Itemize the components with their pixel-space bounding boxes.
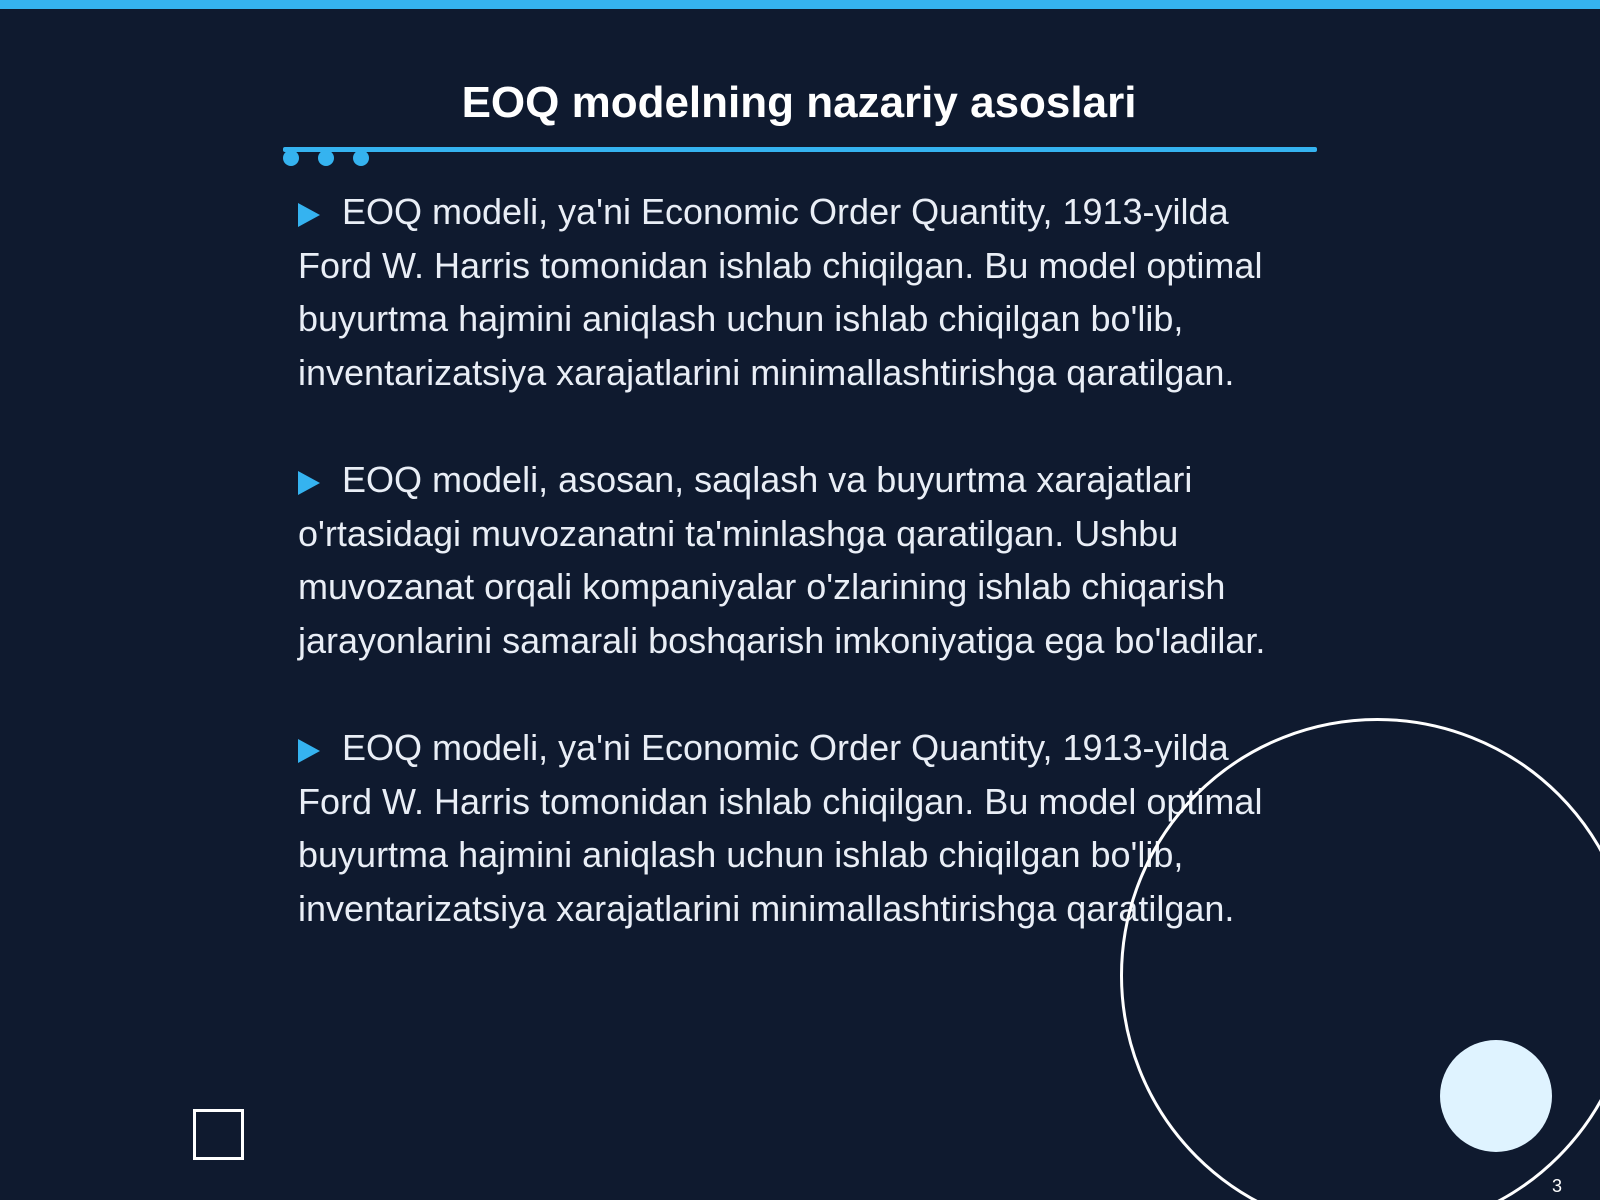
underline-dot <box>283 150 299 166</box>
title-underline <box>283 147 1317 152</box>
triangle-right-icon <box>298 471 320 495</box>
slide-title: EOQ modelning nazariy asoslari <box>461 78 1137 127</box>
triangle-right-icon <box>298 739 320 763</box>
bullet-item <box>298 185 1308 399</box>
underline-dot <box>353 150 369 166</box>
top-accent-bar <box>0 0 1600 9</box>
bullet-text: EOQ modeli, ya'ni Economic Order Quantity, 1913-yilda Ford W. Harris tomonidan ishlab chiqilgan. Bu model optimal buyurtma hajmini aniqlash uchun ishlab chiqilgan bo'lib, inventarizatsiya xarajatlarini minimallashtirishga qaratilgan. <box>298 191 1263 393</box>
bullet-text: EOQ modeli, ya'ni Economic Order Quantity, 1913-yilda Ford W. Harris tomonidan ishlab chiqilgan. Bu model optimal buyurtma hajmini aniqlash uchun ishlab chiqilgan bo'lib, inventarizatsiya xarajatlarini minimallashtirishga qaratilgan. <box>298 727 1263 929</box>
page-number: 3 <box>1552 1176 1563 1196</box>
decorative-square <box>193 1109 244 1160</box>
underline-dot <box>318 150 334 166</box>
bullet-item <box>298 453 1308 667</box>
decorative-disc <box>1440 1040 1552 1152</box>
triangle-right-icon <box>298 203 320 227</box>
bullet-text: EOQ modeli, asosan, saqlash va buyurtma xarajatlari o'rtasidagi muvozanatni ta'minlashga qaratilgan. Ushbu muvozanat orqali kompaniyalar o'zlarining ishlab chiqarish jarayonlarini samarali boshqarish imkoniyatiga ega bo'ladilar. <box>298 459 1266 661</box>
